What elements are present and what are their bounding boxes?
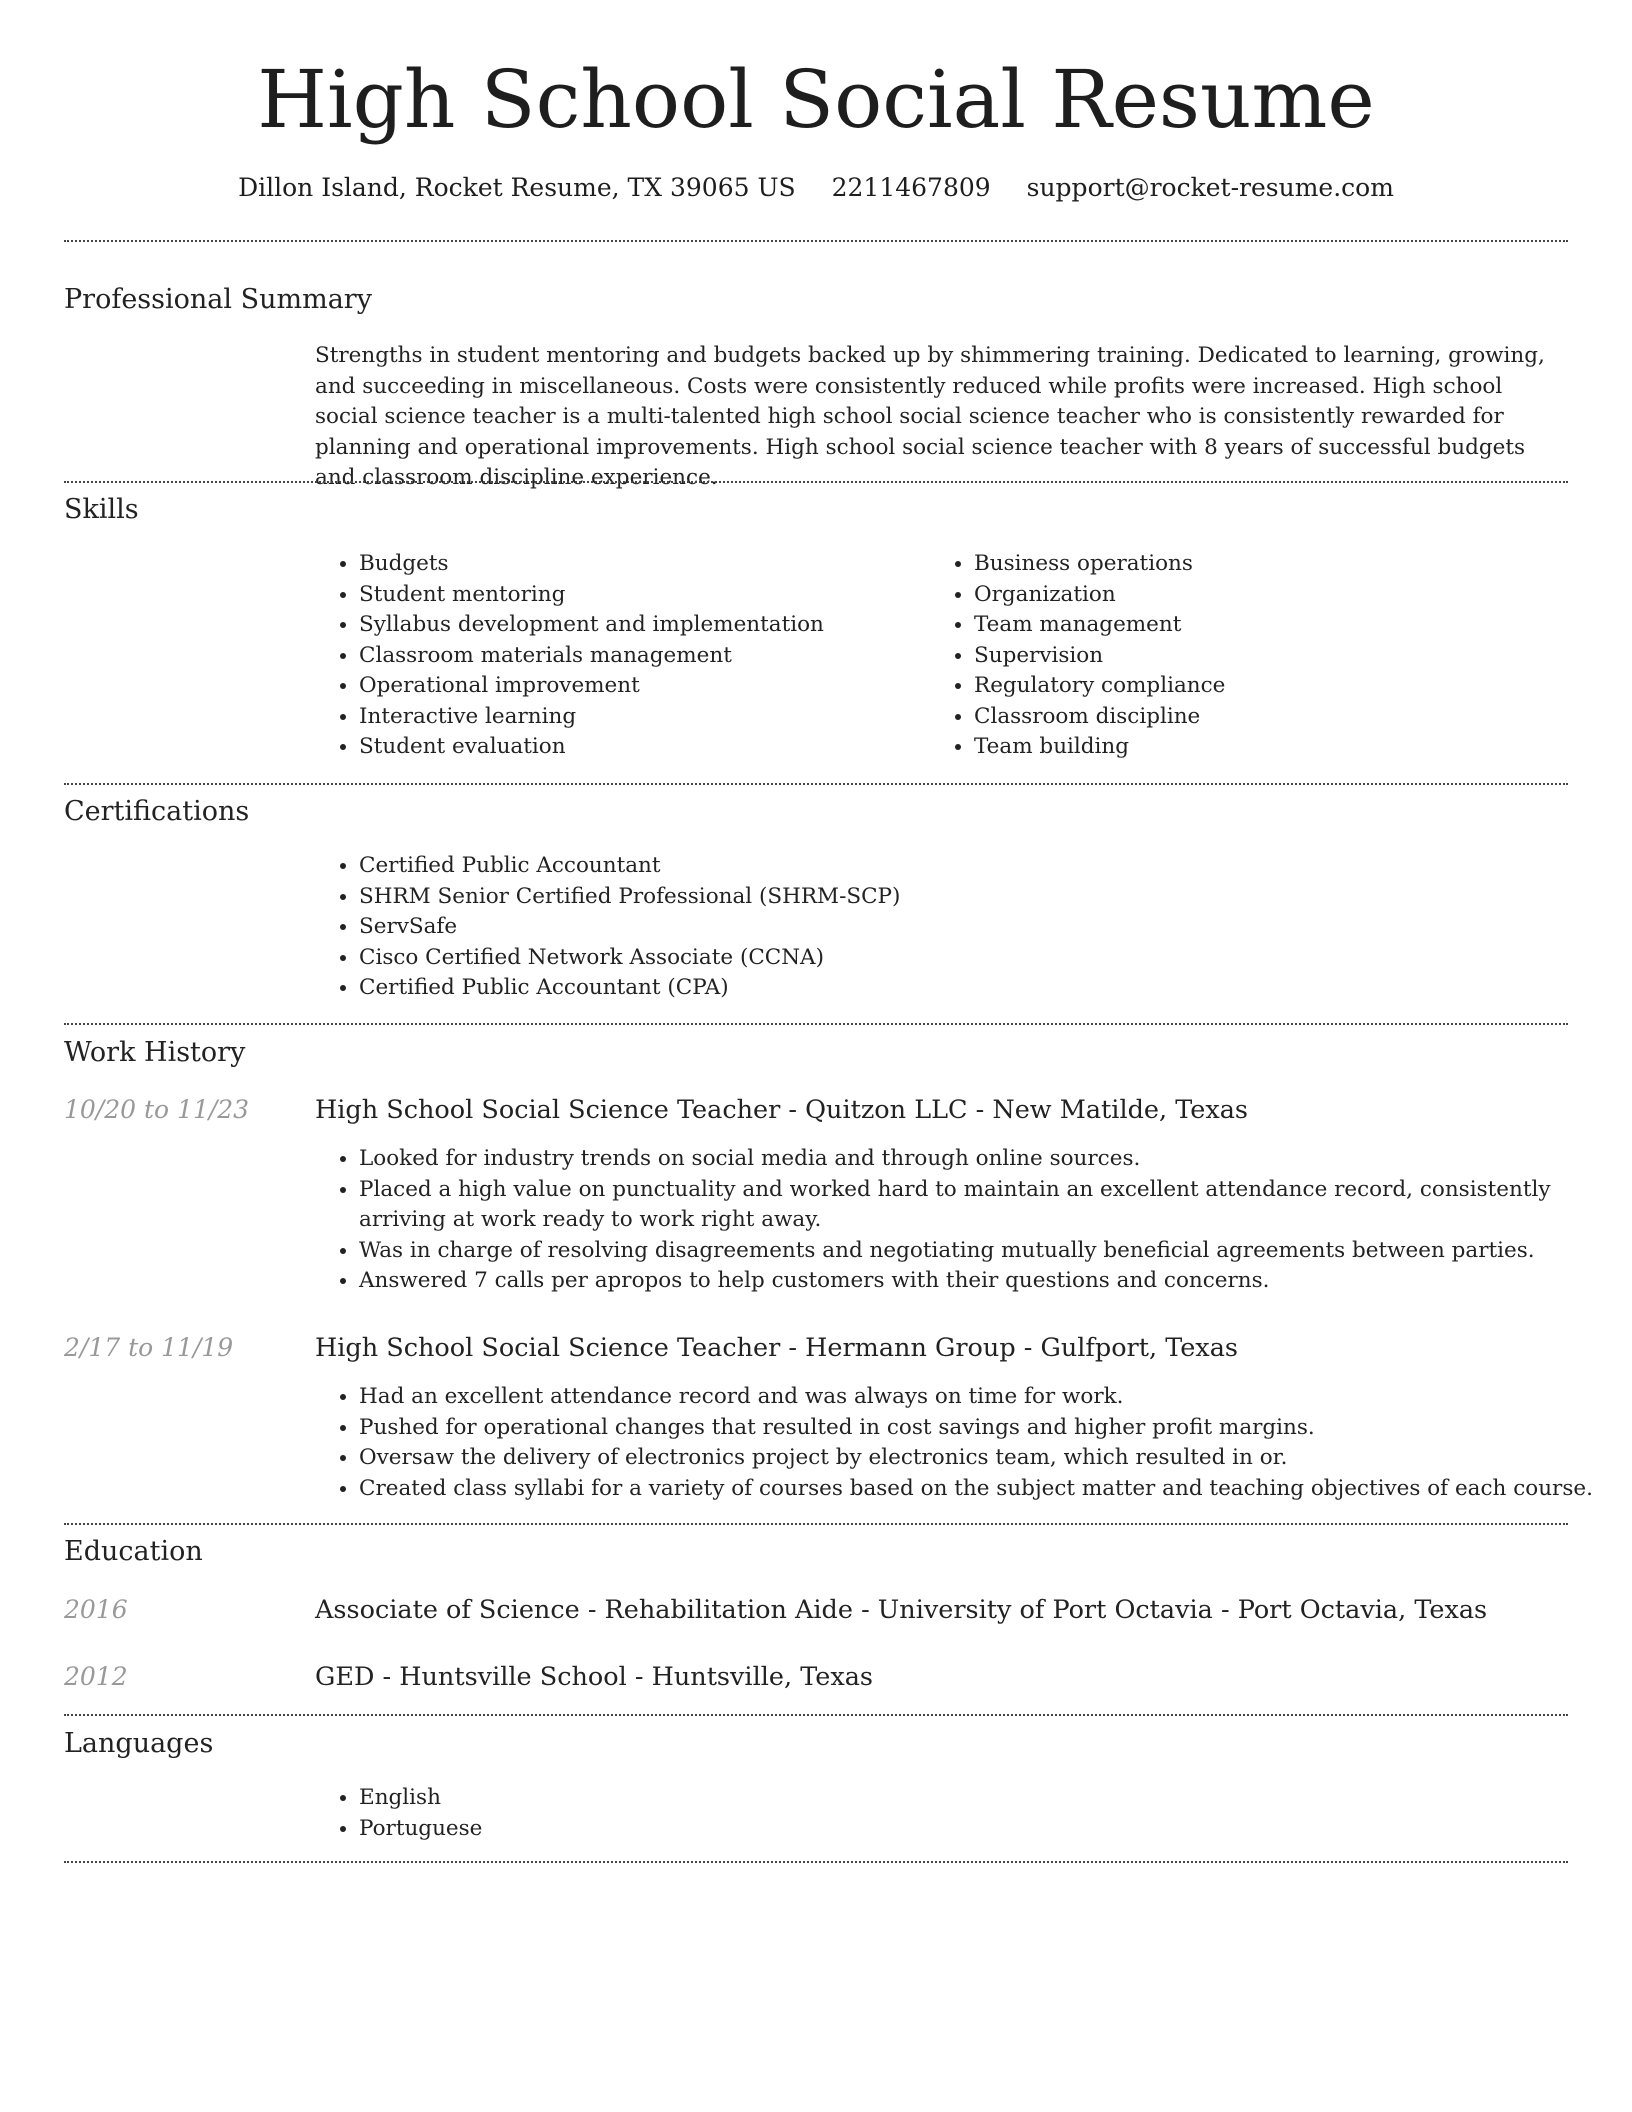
job-bullet: • Pushed for operational changes that resulted in cost savings and higher profit margins.	[359, 1413, 1604, 1444]
section-title-skills: Skills	[64, 494, 139, 525]
certification-item: • Cisco Certified Network Associate (CCNA)	[359, 943, 1559, 974]
education-year: 2016	[64, 1595, 128, 1624]
resume-title: High School Social Resume	[257, 53, 1375, 146]
skill-item: • Syllabus development and implementation	[359, 610, 919, 641]
education-year: 2012	[64, 1662, 128, 1691]
job-bullet: • Placed a high value on punctuality and worked hard to maintain an excellent attendance record, consistently arriving at work ready to work right away.	[359, 1175, 1604, 1236]
divider	[64, 1023, 1568, 1025]
job-bullet: • Answered 7 calls per apropos to help customers with their questions and concerns.	[359, 1266, 1604, 1297]
contact-phone: 2211467809	[831, 173, 991, 202]
language-item: • Portuguese	[359, 1814, 959, 1845]
contact-line	[0, 172, 1632, 204]
section-title-summary: Professional Summary	[64, 284, 372, 315]
divider	[64, 783, 1568, 785]
job-bullets	[315, 1144, 1604, 1297]
divider	[64, 1714, 1568, 1716]
divider	[64, 1523, 1568, 1525]
job-bullet: • Had an excellent attendance record and was always on time for work.	[359, 1382, 1604, 1413]
section-title-work: Work History	[64, 1037, 246, 1068]
contact-address: Dillon Island, Rocket Resume, TX 39065 US	[238, 173, 796, 202]
job-title: High School Social Science Teacher - Hermann Group - Gulfport, Texas	[315, 1333, 1238, 1363]
skill-item: • Student evaluation	[359, 732, 919, 763]
divider	[64, 240, 1568, 242]
education-entry: Associate of Science - Rehabilitation Aide - University of Port Octavia - Port Octavia, Texas	[315, 1595, 1488, 1625]
contact-email[interactable]: support@rocket-resume.com	[1026, 173, 1394, 202]
skill-item: • Team management	[974, 610, 1574, 641]
skill-item: • Budgets	[359, 549, 919, 580]
skill-item: • Business operations	[974, 549, 1574, 580]
certification-item: • SHRM Senior Certified Professional (SHRM-SCP)	[359, 882, 1559, 913]
skill-item: • Classroom materials management	[359, 641, 919, 672]
skill-item: • Regulatory compliance	[974, 671, 1574, 702]
skills-list-left	[315, 549, 919, 763]
section-title-education: Education	[64, 1536, 203, 1567]
section-title-certifications: Certifications	[64, 796, 250, 827]
skill-item: • Team building	[974, 732, 1574, 763]
language-item: • English	[359, 1783, 959, 1814]
section-title-languages: Languages	[64, 1728, 214, 1759]
job-dates: 2/17 to 11/19	[64, 1333, 234, 1362]
skill-item: • Student mentoring	[359, 580, 919, 611]
education-entry: GED - Huntsville School - Huntsville, Texas	[315, 1662, 873, 1692]
certification-item: • Certified Public Accountant	[359, 851, 1559, 882]
job-dates: 10/20 to 11/23	[64, 1095, 250, 1124]
languages-list	[315, 1783, 959, 1844]
job-bullet: • Was in charge of resolving disagreements and negotiating mutually beneficial agreements between parties.	[359, 1236, 1604, 1267]
skills-list-right	[930, 549, 1574, 763]
job-title: High School Social Science Teacher - Quitzon LLC - New Matilde, Texas	[315, 1095, 1249, 1125]
job-bullet: • Oversaw the delivery of electronics project by electronics team, which resulted in or.	[359, 1443, 1604, 1474]
job-bullet: • Looked for industry trends on social media and through online sources.	[359, 1144, 1604, 1175]
skill-item: • Operational improvement	[359, 671, 919, 702]
summary-text: Strengths in student mentoring and budgets backed up by shimmering training. Dedicated to learning, growing, and succeeding in miscellaneous. Costs were consistently reduced while profits were increased. High school social science teacher is a multi-talented high school social science teacher who is consistently rewarded for planning and operational improvements. High school social science teacher with 8 years of successful budgets and classroom discipline experience.	[315, 343, 1545, 490]
skill-item: • Organization	[974, 580, 1574, 611]
skill-item: • Classroom discipline	[974, 702, 1574, 733]
skill-item: • Supervision	[974, 641, 1574, 672]
divider	[64, 481, 1568, 483]
certification-item: • Certified Public Accountant (CPA)	[359, 973, 1559, 1004]
skill-item: • Interactive learning	[359, 702, 919, 733]
certification-item: • ServSafe	[359, 912, 1559, 943]
divider	[64, 1861, 1568, 1863]
job-bullets	[315, 1382, 1604, 1504]
job-bullet: • Created class syllabi for a variety of courses based on the subject matter and teaching objectives of each course.	[359, 1474, 1604, 1505]
certifications-list	[315, 851, 1559, 1004]
